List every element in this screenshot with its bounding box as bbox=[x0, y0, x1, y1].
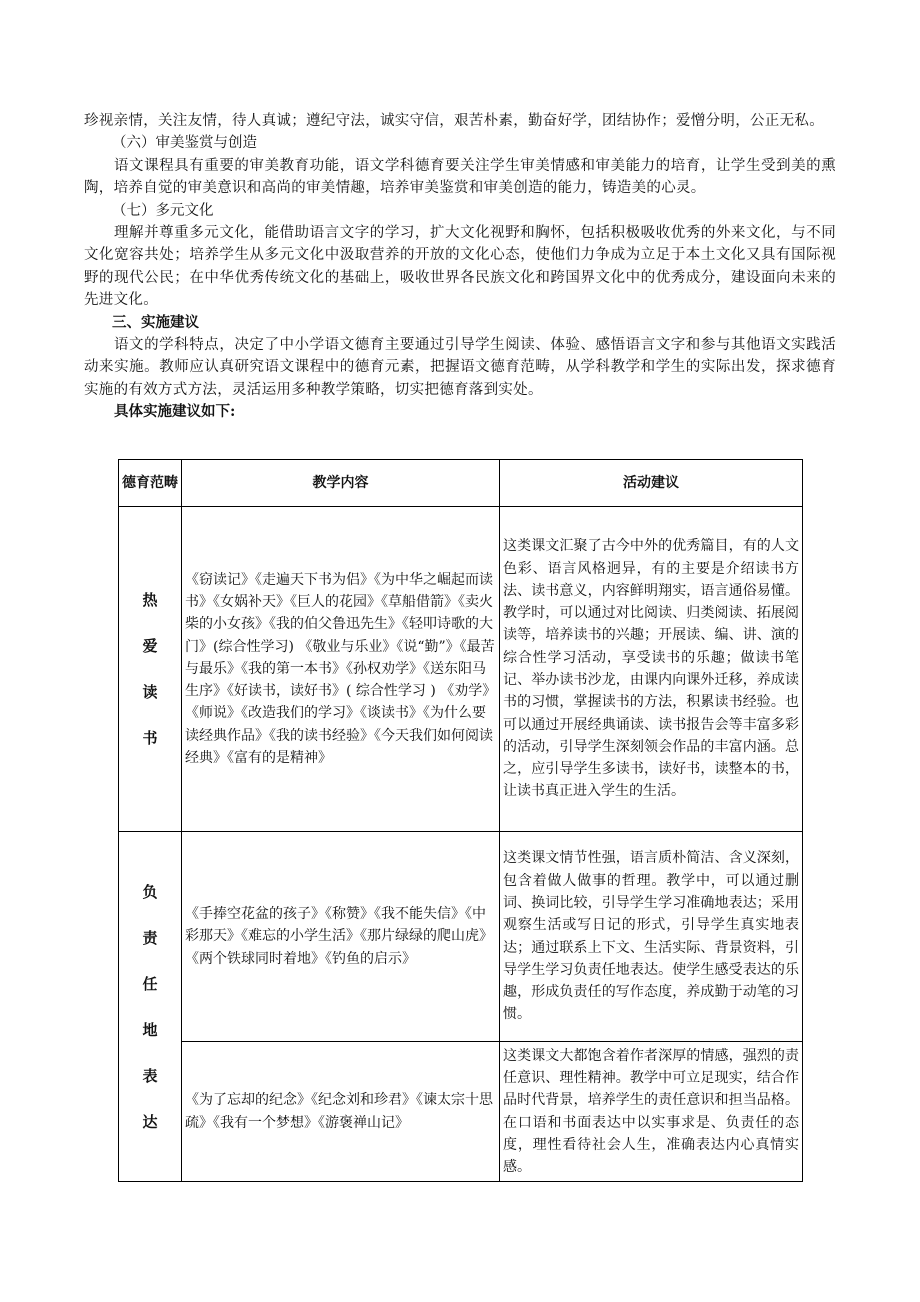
paragraph-values: 珍视亲情，关注友情，待人真诚；遵纪守法，诚实守信，艰苦朴素，勤奋好学，团结协作；爱憎分明，公正无私。 bbox=[84, 113, 824, 129]
section-6-paragraph: 语文课程具有重要的审美教育功能，语文学科德育要关注学生审美情感和审美能力的培育，让学生受到美的熏陶，培养自觉的审美意识和高尚的审美情趣，培养审美鉴赏和审美创造的能力，铸造美的心灵。 bbox=[84, 157, 836, 197]
document-body bbox=[84, 110, 836, 422]
category-char: 热 bbox=[142, 591, 158, 609]
teaching-content: 《为了忘却的纪念》《纪念刘和珍君》《谏太宗十思疏》《我有一个梦想》《游褒禅山记》 bbox=[182, 1042, 500, 1182]
category-char: 地 bbox=[142, 1020, 158, 1039]
implementation-table bbox=[118, 459, 803, 1182]
header-activity: 活动建议 bbox=[500, 460, 803, 507]
category-love-reading bbox=[119, 507, 182, 832]
category-char: 表 bbox=[142, 1066, 158, 1085]
table-header-row bbox=[119, 460, 803, 507]
header-content: 教学内容 bbox=[182, 460, 500, 507]
activity-suggestion: 这类课文情节性强，语言质朴简洁、含义深刻，包含着做人做事的哲理。教学中，可以通过删词、换词比较，引导学生学习准确地表达；采用观察生活或写日记的形式，引导学生真实地表达；通过联系上下文、生活实际、背景资料，引导学生学习负责任地表达。使学生感受表达的乐趣，形成负责任的写作态度，养成勤于动笔的习惯。 bbox=[500, 832, 803, 1042]
section-7-paragraph: 理解并尊重多元文化，能借助语言文字的学习，扩大文化视野和胸怀，包括积极吸收优秀的外来文化，与不同文化宽容共处；培养学生从多元文化中汲取营养的开放的文化心态，使他们力争成为立足于本土文化又具有国际视野的现代公民；在中华优秀传统文化的基础上，吸收世界各民族文化和跨国界文化中的优秀成分，建设面向未来的先进文化。 bbox=[84, 225, 836, 309]
table-title: 具体实施建议如下: bbox=[114, 403, 236, 421]
category-responsible-expression bbox=[119, 832, 182, 1182]
activity-suggestion: 这类课文汇聚了古今中外的优秀篇目，有的人文色彩、语言风格迥异，有的主要是介绍读书方法、读书意义，内容鲜明翔实，语言通俗易懂。教学时，可以通过对比阅读、归类阅读、拓展阅读等，培养读书的兴趣；开展读、编、讲、演的综合性学习活动，享受读书的乐趣；做读书笔记、举办读书沙龙，由课内向课外迁移，养成读书的习惯，掌握读书的方法，积累读书经验。也可以通过开展经典诵读、读书报告会等丰富多彩的活动，引导学生深刻领会作品的丰富内涵。总之，应引导学生多读书，读好书，读整本的书，让读书真正进入学生的生活。 bbox=[500, 507, 803, 832]
category-char: 读 bbox=[142, 683, 158, 701]
table-row bbox=[119, 507, 803, 832]
table-row bbox=[119, 832, 803, 1042]
section-7-heading: （七）多元文化 bbox=[112, 202, 214, 219]
category-char: 责 bbox=[142, 928, 158, 947]
part-3-heading: 三、实施建议 bbox=[112, 313, 199, 331]
category-char: 爱 bbox=[142, 637, 158, 655]
teaching-content: 《手捧空花盆的孩子》《称赞》《我不能失信》《中彩那天》《难忘的小学生活》《那片绿绿的爬山虎》《两个铁球同时着地》《钓鱼的启示》 bbox=[182, 832, 500, 1042]
teaching-content: 《窃读记》《走遍天下书为侣》《为中华之崛起而读书》《女娲补天》《巨人的花园》《草船借箭》《卖火柴的小女孩》《我的伯父鲁迅先生》《轻叩诗歌的大门》(综合性学习) 《敬业与乐业》《说“勤”》《最苦与最乐》《我的第一本书》《孙权劝学》《送东阳马生序》《好读书，读好书》( 综合性学习 ) 《劝学》《师说》《改造我们的学习》《谈读书》《为什么要读经典作品》《我的读书经验》《今天我们如何阅读经典》《富有的是精神》 bbox=[182, 507, 500, 832]
category-char: 负 bbox=[142, 882, 158, 901]
category-char: 书 bbox=[142, 729, 158, 747]
category-char: 达 bbox=[142, 1112, 158, 1131]
section-6-heading: （六）审美鉴赏与创造 bbox=[112, 135, 257, 152]
category-char: 任 bbox=[142, 974, 158, 993]
part-3-paragraph: 语文的学科特点，决定了中小学语文德育主要通过引导学生阅读、体验、感悟语言文字和参与其他语文实践活动来实施。教师应认真研究语文课程中的德育元素，把握语文德育范畴，从学科教学和学生的实际出发，探求德育实施的有效方式方法，灵活运用多种教学策略，切实把德育落到实处。 bbox=[84, 337, 836, 398]
activity-suggestion: 这类课文大都饱含着作者深厚的情感，强烈的责任意识、理性精神。教学中可立足现实，结合作品时代背景，培养学生的责任意识和担当品格。在口语和书面表达中以实事求是、负责任的态度，理性看待社会人生，准确表达内心真情实感。 bbox=[500, 1042, 803, 1182]
header-category: 德育范畴 bbox=[119, 460, 182, 507]
table-row bbox=[119, 1042, 803, 1182]
